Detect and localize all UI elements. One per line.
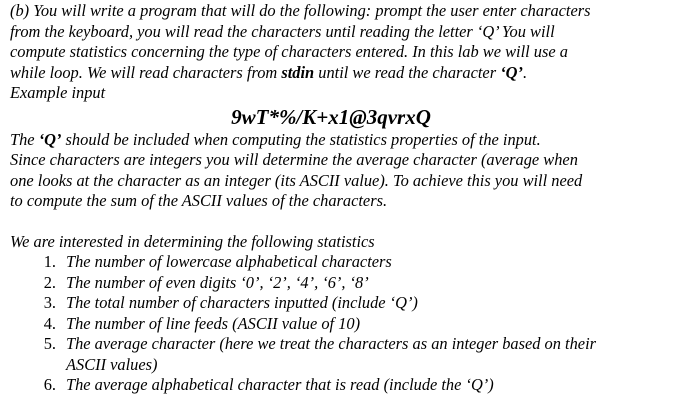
example-input-label: Example input [10,83,106,102]
list-item [10,334,670,375]
list-item [10,273,670,294]
intro-line-4-text-b: until we read the character [314,62,501,82]
list-item [10,375,670,396]
intro-line-3: compute statistics concerning the type of characters entered. In this lab we will use a [10,42,568,61]
list-item-number: 4. [43,313,56,333]
intro-line-1: (b) You will write a program that will do the following: prompt the user enter characters [10,1,591,20]
explanation-line-3: one looks at the character as an integer (its ASCII value). To achieve this you will need [10,170,583,190]
list-item-text-line-1: The average character (here we treat the characters as an integer based on their [66,334,596,353]
example-input-string: 9wT*%/K+x1@3qvrxQ [231,104,431,129]
explanation-line-1-text-a: The [10,129,39,149]
list-item [10,314,670,335]
list-item-number: 2. [43,272,56,292]
explanation-line-1 [10,130,670,151]
list-item-text: The total number of characters inputted (include ‘Q’) [66,293,418,312]
list-item-text: The number of line feeds (ASCII value of 10) [66,313,361,333]
statistics-list [10,252,670,396]
list-item-number: 6. [43,375,56,394]
list-item-text: The number of even digits ‘0’, ‘2’, ‘4’, ‘6’, ‘8’ [66,272,369,292]
explanation-line-4: to compute the sum of the ASCII values of the characters. [10,191,388,210]
stdin-keyword: stdin [281,62,315,82]
intro-paragraph [10,1,670,104]
explanation-line-2: Since characters are integers you will determine the average character (average when [10,150,578,169]
paragraph-gap [10,212,670,232]
assignment-document [10,1,670,396]
list-item-text-line-2: ASCII values) [66,354,158,374]
stats-intro: We are interested in determining the following statistics [10,231,375,251]
list-item-text [66,334,670,375]
list-item [10,293,670,314]
list-item [10,252,670,273]
q-character-bold-2: ‘Q’ [38,129,62,149]
explanation-line-1-text-b: should be included when computing the statistics properties of the input. [61,129,541,149]
list-item-number: 5. [43,334,56,353]
explanation-paragraph [10,130,670,212]
q-character-bold: ‘Q’ [500,62,523,82]
intro-line-4 [10,63,670,84]
list-item-number: 1. [43,252,56,271]
list-item-number: 3. [43,293,56,312]
list-item-text: The number of lowercase alphabetical characters [66,252,392,271]
intro-line-4-text-a: while loop. We will read characters from [10,62,282,82]
list-item-text: The average alphabetical character that is read (include the ‘Q’) [66,375,494,394]
intro-line-2: from the keyboard, you will read the characters until reading the letter ‘Q’ You will [10,21,555,41]
intro-line-4-text-c: . [522,62,528,82]
